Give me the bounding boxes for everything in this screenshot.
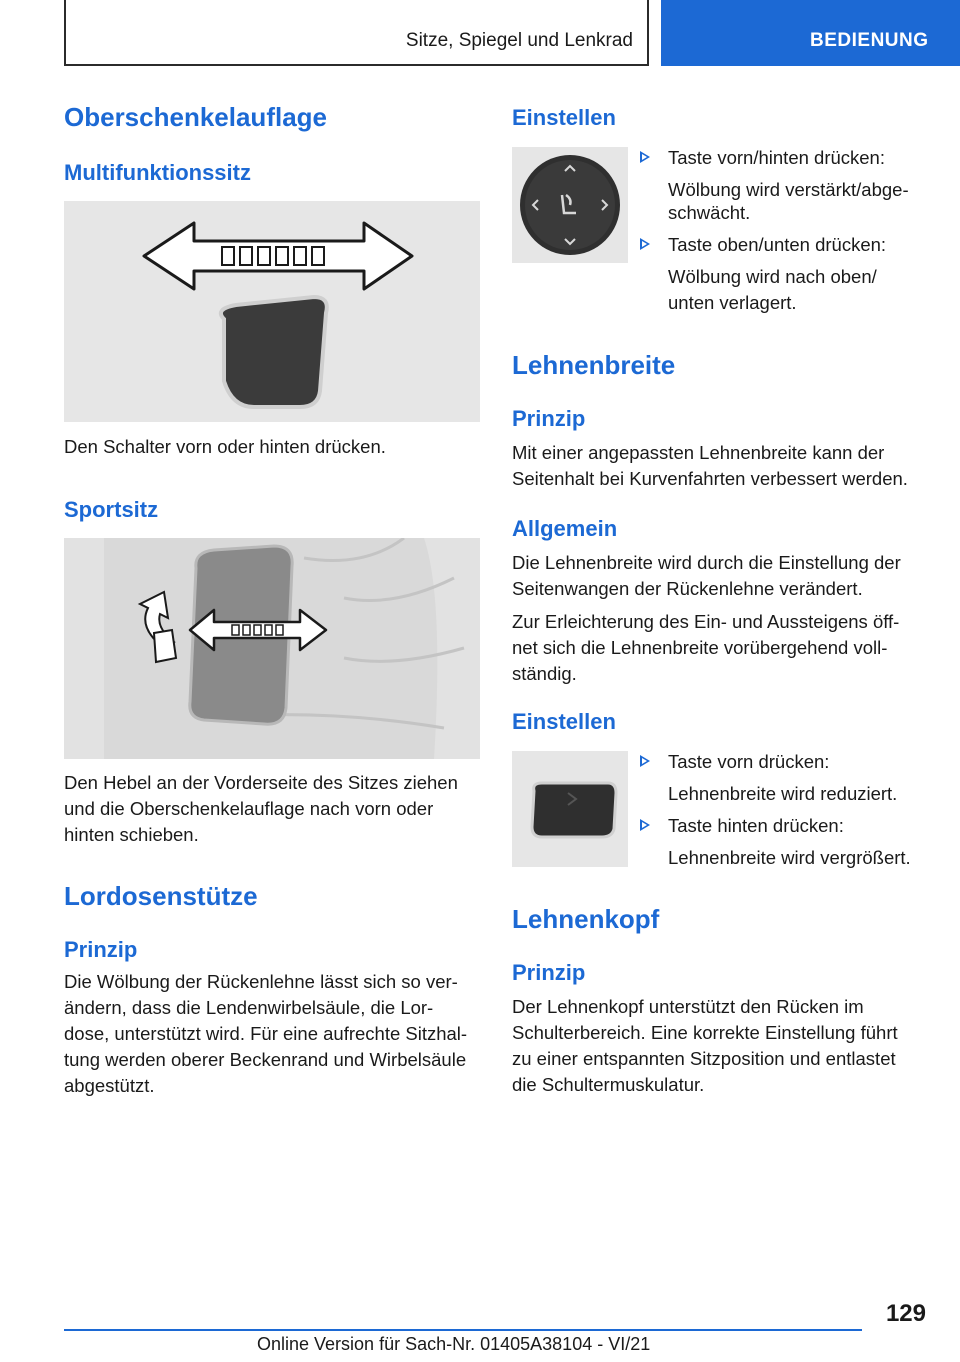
bullet-triangle-icon bbox=[640, 238, 650, 250]
heading-lehnenbreite: Lehnenbreite bbox=[512, 350, 676, 380]
four-way-button-illustration bbox=[512, 147, 628, 263]
bullet-sub-1b: schwächt. bbox=[668, 202, 751, 223]
heading-oberschenkelauflage: Oberschenkelauflage bbox=[64, 102, 327, 132]
section-label: BEDIENUNG bbox=[810, 30, 929, 51]
text-allg-line-4: net sich die Lehnenbreite vorübergehend voll- bbox=[512, 637, 888, 658]
bullet-triangle-icon bbox=[640, 755, 650, 767]
heading-prinzip-lehnenbreite: Prinzip bbox=[512, 406, 586, 431]
bullet-triangle-icon bbox=[640, 819, 650, 831]
heading-prinzip-lehnenkopf: Prinzip bbox=[512, 960, 586, 985]
text-lordose-line-2: ändern, dass die Lendenwirbelsäule, die Lor- bbox=[64, 997, 434, 1018]
bullet-sub-3: Lehnenbreite wird reduziert. bbox=[668, 783, 898, 804]
text-lordose-line-1: Die Wölbung der Rückenlehne lässt sich so ver- bbox=[64, 971, 458, 992]
heading-einstellen-lordose: Einstellen bbox=[512, 105, 616, 130]
text-prinzip-line-2: Seitenhalt bei Kurvenfahrten verbessert werden. bbox=[512, 468, 908, 489]
bullet-text: Taste vorn drücken: bbox=[668, 751, 830, 772]
heading-lehnenkopf: Lehnenkopf bbox=[512, 904, 660, 934]
figure-sport-seat bbox=[64, 538, 480, 759]
switch-arrow-illustration bbox=[64, 201, 480, 422]
text-sport-line-1: Den Hebel an der Vorderseite des Sitzes ziehen bbox=[64, 772, 458, 793]
heading-allgemein: Allgemein bbox=[512, 516, 618, 541]
width-button-illustration bbox=[512, 751, 628, 867]
bullet-triangle-icon bbox=[640, 151, 650, 163]
text-allg-line-1: Die Lehnenbreite wird durch die Einstellung der bbox=[512, 552, 901, 573]
text-prinzip-line-1: Mit einer angepassten Lehnenbreite kann der bbox=[512, 442, 885, 463]
text-kopf-line-2: Schulterbereich. Eine korrekte Einstellung führt bbox=[512, 1022, 898, 1043]
heading-einstellen-lehnenbreite: Einstellen bbox=[512, 709, 616, 734]
heading-lordosenstuetze: Lordosenstütze bbox=[64, 881, 258, 911]
text-allg-line-5: ständig. bbox=[512, 663, 577, 684]
text-allg-line-3: Zur Erleichterung des Ein- und Aussteigens öff- bbox=[512, 611, 900, 632]
text-kopf-line-4: die Schultermuskulatur. bbox=[512, 1074, 705, 1095]
figure-width-button bbox=[512, 751, 628, 867]
bullet-text: Taste hinten drücken: bbox=[668, 815, 844, 836]
text-sport-line-3: hinten schieben. bbox=[64, 824, 199, 845]
header-section-box bbox=[661, 0, 960, 66]
text-lordose-line-5: abgestützt. bbox=[64, 1075, 155, 1096]
heading-prinzip-lordose: Prinzip bbox=[64, 937, 138, 962]
heading-sportsitz: Sportsitz bbox=[64, 497, 159, 522]
bullet-sub-2a: Wölbung wird nach oben/ bbox=[668, 266, 877, 287]
bullet-text: Taste vorn/hinten drücken: bbox=[668, 147, 885, 168]
footer-divider bbox=[64, 1329, 862, 1331]
bullet-text: Taste oben/unten drücken: bbox=[668, 234, 887, 255]
text-lordose-line-4: tung werden oberer Beckenrand und Wirbelsäule bbox=[64, 1049, 467, 1070]
footer-online-version: Online Version für Sach-Nr. 01405A38104 - VI/21 bbox=[257, 1334, 651, 1354]
chapter-title: Sitze, Spiegel und Lenkrad bbox=[405, 30, 633, 51]
text-multi-instruction: Den Schalter vorn oder hinten drücken. bbox=[64, 436, 386, 457]
sport-seat-illustration bbox=[64, 538, 480, 759]
figure-multifunction-switch bbox=[64, 201, 480, 422]
bullet-sub-1a: Wölbung wird verstärkt/abge- bbox=[668, 179, 909, 200]
text-allg-line-2: Seitenwangen der Rückenlehne verändert. bbox=[512, 578, 863, 599]
page-number: 129 bbox=[885, 1300, 926, 1327]
text-sport-line-2: und die Oberschenkelauflage nach vorn oder bbox=[64, 798, 434, 819]
text-kopf-line-3: zu einer entspannten Sitzposition und entlastet bbox=[512, 1048, 896, 1069]
text-kopf-line-1: Der Lehnenkopf unterstützt den Rücken im bbox=[512, 996, 864, 1017]
bullet-sub-4: Lehnenbreite wird vergrößert. bbox=[668, 847, 911, 868]
text-lordose-line-3: dose, unterstützt wird. Für eine aufrechte Sitzhal- bbox=[64, 1023, 468, 1044]
bullet-sub-2b: unten verlagert. bbox=[668, 292, 797, 313]
header-chapter-box bbox=[64, 0, 649, 66]
heading-multifunktionssitz: Multifunktionssitz bbox=[64, 160, 251, 185]
figure-lordosis-button bbox=[512, 147, 628, 263]
